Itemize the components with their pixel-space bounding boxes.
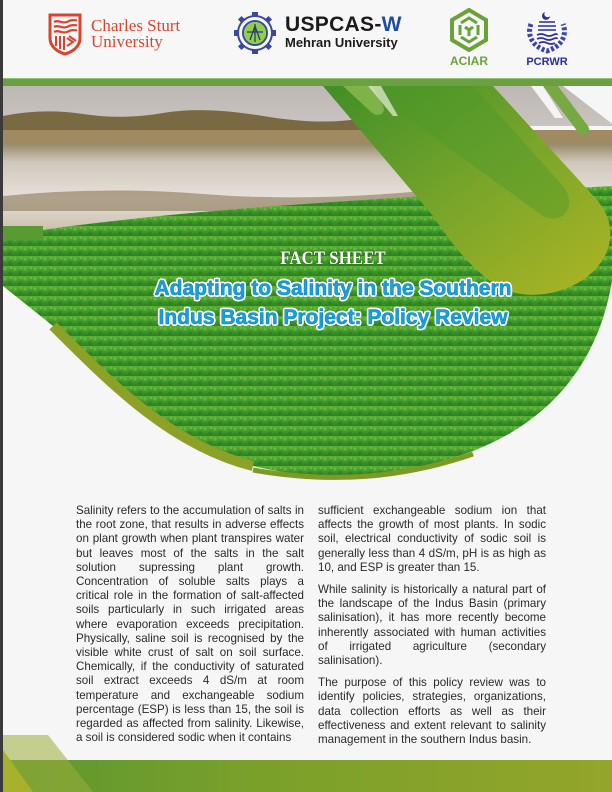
body-paragraph: The purpose of this policy review was to identify policies, strategies, organizations, data collection efforts as well as their effectiveness and extent relevant to salinity management in the southern Indus basin. bbox=[318, 676, 546, 747]
hero-title-block bbox=[83, 248, 583, 332]
body-paragraph: sufficient exchangeable sodium ion that affects the growth of most plants. In sodic soil, electrical conductivity of sodic soil is generally less than 4 dS/m, pH is as high as 10, and ESP is greater than 15. bbox=[318, 504, 546, 574]
uspcas-wordmark bbox=[285, 15, 402, 51]
footer-corner-accent bbox=[3, 735, 93, 792]
logo-header bbox=[3, 0, 612, 80]
uspcas-subtitle: Mehran University bbox=[285, 35, 398, 50]
csu-logo bbox=[47, 12, 180, 56]
pcrwr-wreath-emblem-icon bbox=[523, 8, 571, 54]
header-green-rule bbox=[3, 78, 612, 86]
uspcas-title bbox=[285, 15, 402, 35]
document-title bbox=[83, 274, 583, 332]
csu-name-line1: Charles Sturt bbox=[91, 16, 181, 35]
uspcas-title-accent: W bbox=[381, 13, 402, 36]
csu-shield-icon bbox=[47, 12, 83, 56]
pcrwr-label: PCRWR bbox=[526, 56, 568, 68]
document-title-line2: Indus Basin Project: Policy Review bbox=[158, 306, 508, 329]
uspcas-logo bbox=[233, 10, 402, 56]
aciar-label: ACIAR bbox=[450, 54, 488, 68]
pcrwr-logo bbox=[523, 8, 571, 68]
document-title-line1: Adapting to Salinity in the Southern bbox=[154, 277, 512, 300]
fact-sheet-kicker: FACT SHEET bbox=[280, 248, 386, 269]
csu-name-line2: University bbox=[91, 32, 163, 51]
aciar-hexagon-icon bbox=[449, 8, 489, 52]
aciar-logo bbox=[449, 8, 489, 68]
body-paragraph: While salinity is historically a natural part of the landscape of the Indus Basin (primary salinisation), it has more recently become inherently associated with human activities of irrigated agriculture (secondary salinisation). bbox=[318, 583, 546, 668]
uspcas-gear-emblem-icon bbox=[233, 10, 277, 56]
body-paragraph: Salinity refers to the accumulation of salts in the root zone, that results in adverse effects on plant growth when plant transpires water but leaves most of the salts in the salt solution supressing plant growth. Concentration of soluble salts plays a critical role in the formation of salt-affected soils particularly in such irrigated areas where evaporation exceeds precipitation. Physically, saline soil is recognised by the visible white crust of salt on soil surface. Chemically, if the conductivity of saturated soil extract exceeds 4 dS/m at room temperature and exchangeable sodium percentage (ESP) is less than 15, the soil is regarded as affected from salinity. Likewise, a soil is considered sodic when it contains bbox=[76, 504, 304, 745]
body-left-column bbox=[76, 504, 304, 753]
uspcas-title-main: USPCAS- bbox=[285, 13, 382, 36]
body-right-column bbox=[318, 504, 546, 755]
csu-wordmark bbox=[91, 18, 180, 50]
footer-green-band bbox=[3, 760, 612, 792]
